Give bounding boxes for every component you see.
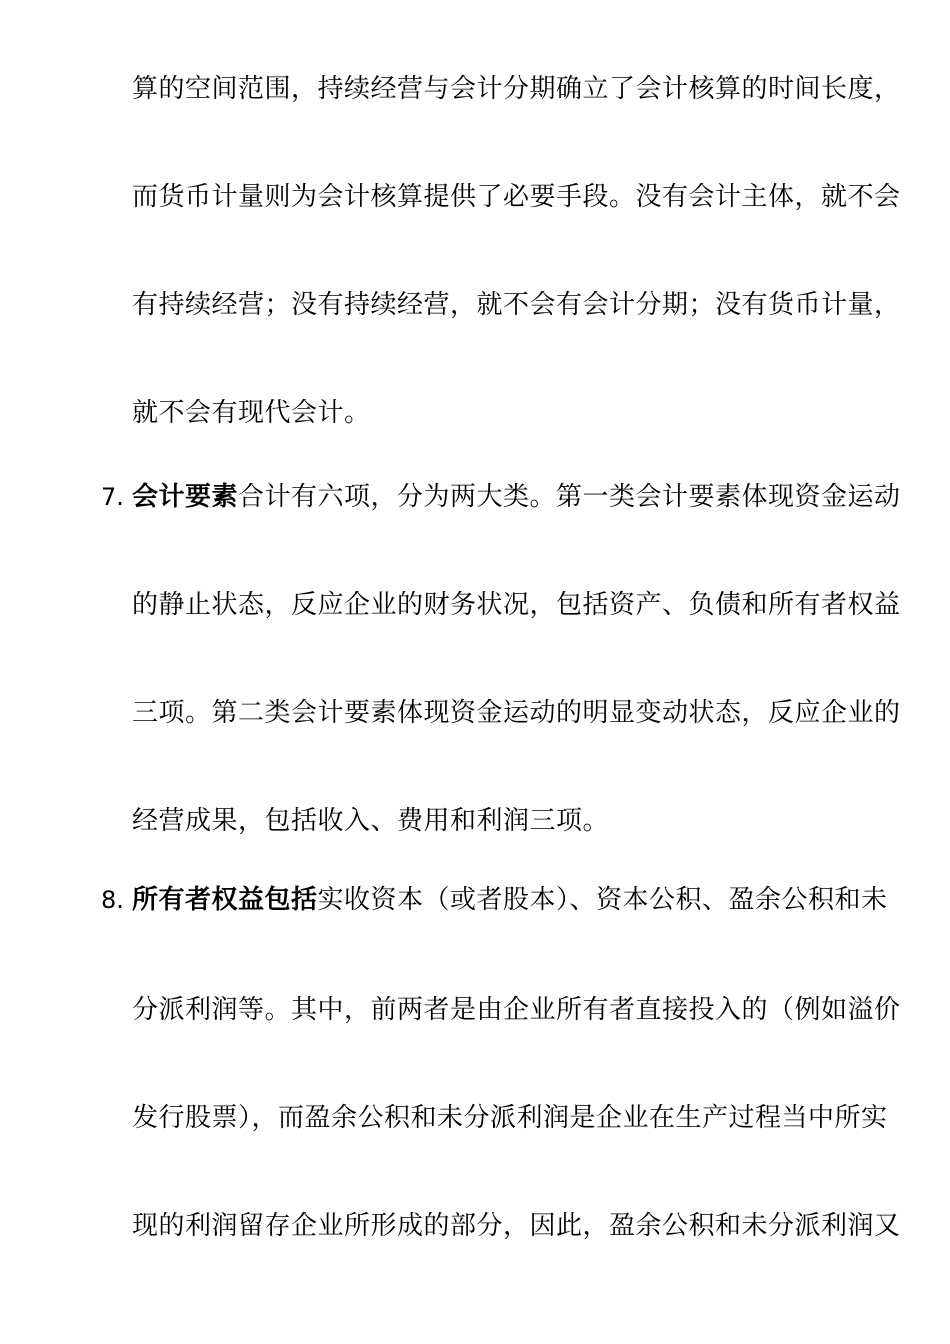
paragraph-line: 就不会有现代会计。 xyxy=(132,398,371,428)
item-7-number: 7. xyxy=(101,483,124,511)
item-8-number: 8. xyxy=(101,886,124,914)
item-8-heading: 所有者权益包括 xyxy=(132,885,318,915)
paragraph-line: 现的利润留存企业所形成的部分，因此，盈余公积和未分派利润又 xyxy=(132,1211,901,1241)
paragraph-line: 发行股票），而盈余公积和未分派利润是企业在生产过程当中所实 xyxy=(132,1103,888,1133)
item-8-first-text: 实收资本（或者股本）、资本公积、盈余公积和未 xyxy=(317,885,888,915)
paragraph-line: 算的空间范围，持续经营与会计分期确立了会计核算的时间长度， xyxy=(132,74,901,104)
item-7-first-text: 合计有六项，分为两大类。第一类会计要素体现资金运动 xyxy=(238,482,901,512)
paragraph-line: 经营成果，包括收入、费用和利润三项。 xyxy=(132,806,610,836)
item-7-first-line xyxy=(132,480,902,514)
paragraph-line: 三项。第二类会计要素体现资金运动的明显变动状态，反应企业的 xyxy=(132,698,901,728)
paragraph-line: 的静止状态，反应企业的财务状况，包括资产、负债和所有者权益 xyxy=(132,590,901,620)
paragraph-line: 分派利润等。其中，前两者是由企业所有者直接投入的（例如溢价 xyxy=(132,995,901,1025)
paragraph-line: 有持续经营；没有持续经营，就不会有会计分期；没有货币计量， xyxy=(132,290,901,320)
item-8-first-line xyxy=(132,883,902,917)
paragraph-line: 而货币计量则为会计核算提供了必要手段。没有会计主体，就不会 xyxy=(132,182,901,212)
item-7-heading: 会计要素 xyxy=(132,482,239,512)
